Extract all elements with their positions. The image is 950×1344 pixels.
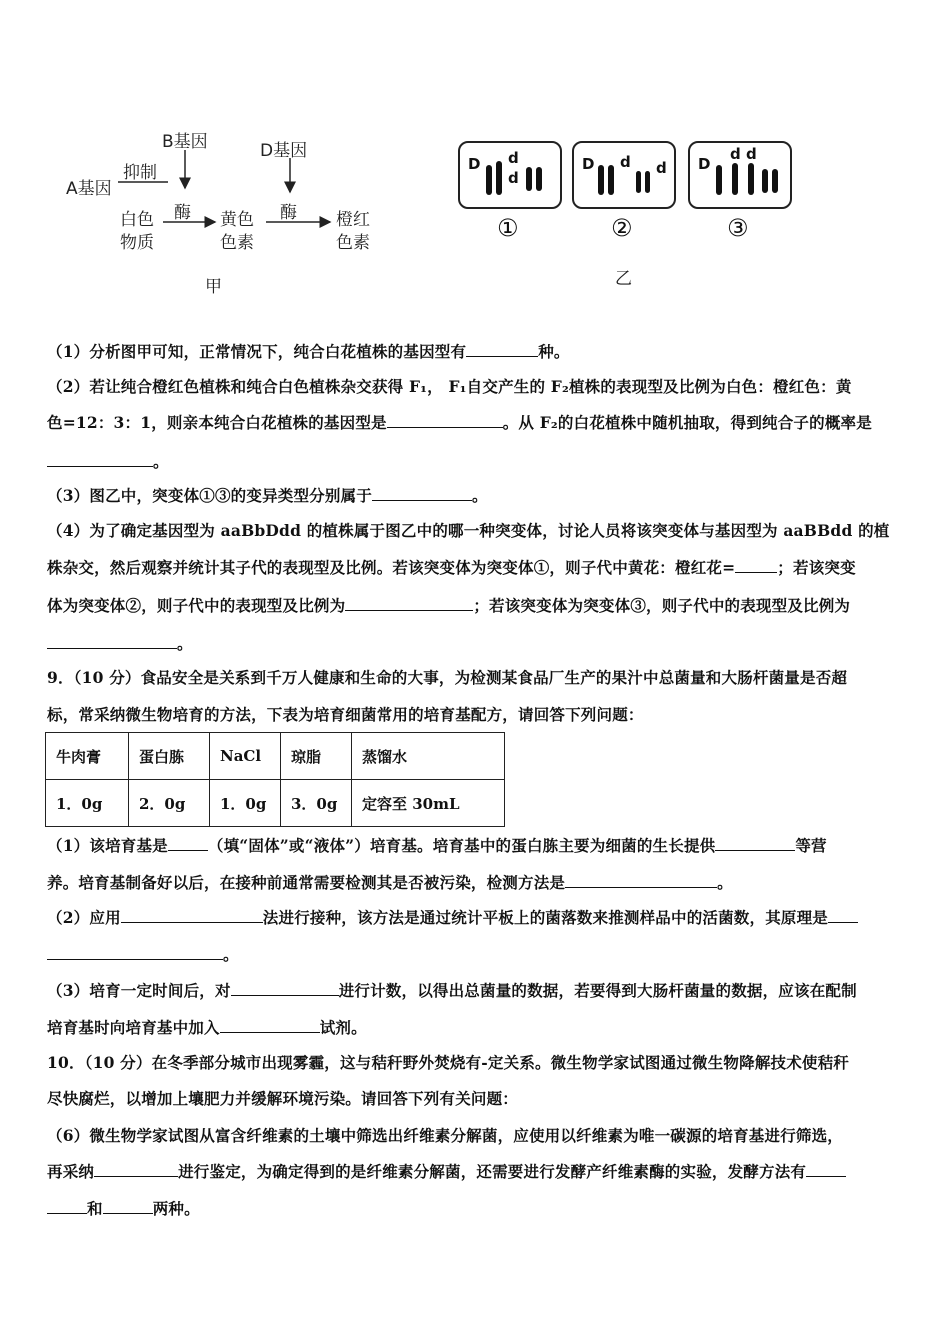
q8-part2-line2: 色=12：3：1，则亲本纯合白花植株的基因型是 。从 F₂的白花植株中随机抽取，得到纯合子的概率是 — [47, 413, 872, 432]
chromosome — [716, 165, 722, 195]
label-d: d — [508, 149, 519, 167]
label-d: d — [746, 145, 757, 163]
medium-recipe-table — [45, 732, 505, 827]
chromosome — [536, 167, 542, 191]
answer-blank[interactable] — [387, 413, 503, 428]
label-d: d — [730, 145, 741, 163]
answer-blank[interactable] — [94, 1162, 178, 1177]
q10-intro-line2: 尽快腐烂，以增加上壤肥力并缓解环境污染。请回答下列有关问题： — [47, 1089, 519, 1108]
table-cell: 琼脂 — [281, 733, 352, 780]
gene-d-label: D基因 — [260, 141, 308, 161]
white-substance-2: 物质 — [120, 233, 154, 253]
chromosome — [496, 161, 502, 195]
answer-blank[interactable] — [372, 486, 472, 501]
label-d: d — [508, 169, 519, 187]
chromosome — [645, 171, 650, 193]
answer-blank[interactable] — [565, 873, 717, 888]
orange-pigment-2: 色素 — [336, 233, 370, 253]
chromosome — [608, 165, 614, 195]
q9-intro-line2: 标，常采纳微生物培育的方法，下表为培育细菌常用的培育基配方，请回答下列问题： — [47, 705, 644, 724]
answer-blank[interactable] — [121, 908, 263, 923]
table-cell: NaCl — [210, 733, 281, 780]
q8-part3: （3）图乙中，突变体①③的变异类型分别属于 。 — [47, 486, 488, 505]
answer-blank[interactable] — [168, 836, 208, 851]
answer-blank[interactable] — [806, 1162, 846, 1177]
label-D: D — [468, 155, 481, 173]
label-d: d — [620, 153, 631, 171]
chromosome — [636, 171, 641, 193]
answer-blank[interactable] — [735, 558, 777, 573]
yellow-pigment-1: 黄色 — [220, 210, 254, 230]
inhibit-label: 抑制 — [123, 163, 157, 183]
q8-part4-line1: （4）为了确定基因型为 aaBbDdd 的植株属于图乙中的哪一种突变体，讨论人员将该突变体与基因型为 aaBBdd 的植 — [47, 521, 890, 540]
q8-part1: （1）分析图甲可知，正常情况下，纯合白花植株的基因型有 种。 — [47, 342, 570, 361]
white-substance-1: 白色 — [120, 210, 154, 230]
answer-blank[interactable] — [231, 981, 339, 996]
chromosome — [732, 163, 738, 195]
label-d: d — [656, 159, 667, 177]
answer-blank[interactable] — [47, 634, 177, 649]
mutant-2-box — [572, 141, 676, 209]
q10-part6-line3: 和 两种。 — [47, 1197, 200, 1219]
answer-blank[interactable] — [103, 1199, 153, 1214]
chromosome — [526, 167, 532, 191]
figure-yi-caption: 乙 — [615, 269, 632, 289]
q9-part2-line2: 。 — [47, 943, 239, 965]
mutant-3-label: ③ — [727, 214, 749, 242]
label-D: D — [582, 155, 595, 173]
q8-part2-line1: （2）若让纯合橙红色植株和纯合白色植株杂交获得 F₁， F₁自交产生的 F₂植株的表现型及比例为白色：橙红色：黄 — [47, 377, 852, 396]
table-row — [46, 780, 505, 827]
q8-part2-line3: 。 — [47, 450, 169, 472]
gene-a-label: A基因 — [66, 179, 112, 199]
enzyme-1-label: 酶 — [174, 203, 191, 223]
yellow-pigment-2: 色素 — [220, 233, 254, 253]
orange-pigment-1: 橙红 — [336, 210, 370, 230]
answer-blank[interactable] — [466, 342, 538, 357]
chromosome — [486, 165, 492, 195]
answer-blank[interactable] — [47, 1199, 87, 1214]
chromosome — [772, 169, 778, 193]
q10-part6-line1: （6）微生物学家试图从富含纤维素的土壤中筛选出纤维素分解菌，应使用以纤维素为唯一碳源的培育基进行筛选， — [47, 1126, 843, 1145]
q9-part1-line2: 养。培育基制备好以后，在接种前通常需要检测其是否被污染，检测方法是 。 — [47, 873, 733, 892]
q10-part6-line2: 再采纳 进行鉴定，为确定得到的是纤维素分解菌，还需要进行发酵产纤维素酶的实验，发酵方法有 — [47, 1160, 846, 1182]
table-cell: 定容至 30mL — [352, 780, 505, 827]
q9-intro-line1: 9．（10 分）食品安全是关系到千万人健康和生命的大事，为检测某食品厂生产的果汁中总菌量和大肠杆菌量是否超 — [47, 668, 848, 687]
gene-b-label: B基因 — [162, 132, 208, 152]
table-cell: 牛肉膏 — [46, 733, 129, 780]
answer-blank[interactable] — [345, 596, 473, 611]
q9-part1-line1: （1）该培育基是 （填“固体”或“液体”）培育基。培育基中的蛋白胨主要为细菌的生长提供 等营 — [47, 836, 827, 855]
q9-part2-line1: （2）应用 法进行接种，该方法是通过统计平板上的菌落数来推测样品中的活菌数，其原理是 — [47, 906, 858, 928]
enzyme-2-label: 酶 — [280, 203, 297, 223]
q9-part3-line2: 培育基时向培育基中加入 试剂。 — [47, 1018, 367, 1037]
answer-blank[interactable] — [47, 945, 223, 960]
chromosome — [748, 163, 754, 195]
answer-blank[interactable] — [715, 836, 795, 851]
table-cell: 3．0g — [281, 780, 352, 827]
answer-blank[interactable] — [220, 1018, 320, 1033]
table-cell: 2．0g — [129, 780, 210, 827]
q8-part4-line4: 。 — [47, 632, 193, 654]
table-cell: 1．0g — [46, 780, 129, 827]
q9-part3-line1: （3）培育一定时间后，对 进行计数，以得出总菌量的数据，若要得到大肠杆菌量的数据，应该在配制 — [47, 981, 857, 1000]
table-header-row — [46, 733, 505, 780]
pathway-arrows — [0, 0, 400, 300]
answer-blank[interactable] — [47, 452, 153, 467]
q10-intro-line1: 10．（10 分）在冬季部分城市出现雾霾，这与秸秆野外焚烧有-定关系。微生物学家试图通过微生物降解技术使秸秆 — [47, 1053, 850, 1072]
mutant-2-label: ② — [611, 214, 633, 242]
figure-jia-caption: 甲 — [205, 277, 222, 297]
chromosome — [598, 165, 604, 195]
table-cell: 蛋白胨 — [129, 733, 210, 780]
mutant-3-box — [688, 141, 792, 209]
mutant-1-box — [458, 141, 562, 209]
table-cell: 蒸馏水 — [352, 733, 505, 780]
q8-part4-line2: 株杂交，然后观察并统计其子代的表现型及比例。若该突变体为突变体①，则子代中黄花：橙红花= ；若该突变 — [47, 558, 856, 577]
answer-blank[interactable] — [828, 908, 858, 923]
chromosome — [762, 169, 768, 193]
mutant-1-label: ① — [497, 214, 519, 242]
q8-part4-line3: 体为突变体②，则子代中的表现型及比例为 ；若该突变体为突变体③，则子代中的表现型及比例为 — [47, 596, 851, 615]
label-D: D — [698, 155, 711, 173]
table-cell: 1．0g — [210, 780, 281, 827]
